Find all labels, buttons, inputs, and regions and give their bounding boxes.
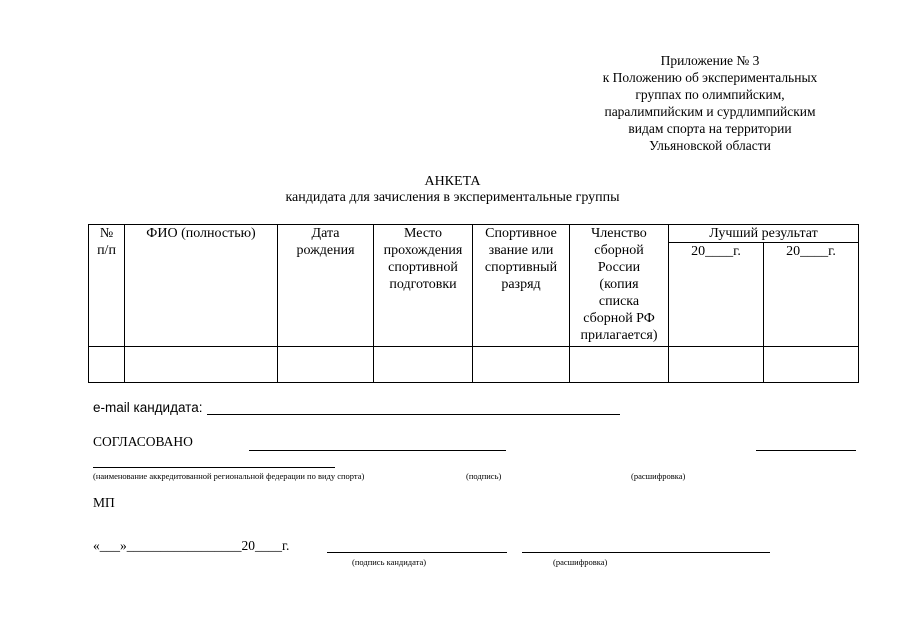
- header-num: № п/п: [89, 225, 125, 347]
- stamp-label: МП: [93, 495, 115, 510]
- candidate-signature-line[interactable]: [327, 552, 507, 553]
- table-cell[interactable]: [764, 347, 859, 383]
- table-cell[interactable]: [473, 347, 570, 383]
- header-place: Место прохождения спортивной подготовки: [374, 225, 473, 347]
- table-cell[interactable]: [374, 347, 473, 383]
- federation-name-line[interactable]: [93, 467, 335, 468]
- agreement-decode-line[interactable]: [756, 450, 856, 451]
- header-rank: Спортивное звание или спортивный разряд: [473, 225, 570, 347]
- header-fio: ФИО (полностью): [125, 225, 278, 347]
- table-cell[interactable]: [278, 347, 374, 383]
- agreement-signature-line[interactable]: [249, 450, 506, 451]
- table-cell[interactable]: [669, 347, 764, 383]
- candidate-table: [88, 224, 859, 383]
- appendix-line: группах по олимпийским,: [635, 87, 785, 102]
- federation-caption: (наименование аккредитованной региональной федерации по виду спорта): [93, 471, 365, 481]
- appendix-block: [560, 52, 860, 154]
- table-cell[interactable]: [89, 347, 125, 383]
- header-membership: Членство сборной России (копия списка сборной РФ прилагается): [570, 225, 669, 347]
- decode-caption: (расшифровка): [631, 471, 686, 481]
- table-cell[interactable]: [125, 347, 278, 383]
- appendix-line: Ульяновской области: [649, 138, 771, 153]
- candidate-decode-caption: (расшифровка): [553, 557, 608, 567]
- signature-caption: (подпись): [466, 471, 502, 481]
- header-birth: Дата рождения: [278, 225, 374, 347]
- header-best-result: Лучший результат: [669, 225, 859, 243]
- appendix-line: к Положению об экспериментальных: [602, 70, 818, 85]
- header-year-2: 20____г.: [764, 243, 859, 347]
- date-field[interactable]: «___»_________________20____г.: [93, 538, 290, 553]
- header-year-1: 20____г.: [669, 243, 764, 347]
- table-cell[interactable]: [570, 347, 669, 383]
- appendix-line: Приложение № 3: [660, 53, 760, 68]
- candidate-decode-line[interactable]: [522, 552, 770, 553]
- appendix-line: видам спорта на территории: [628, 121, 792, 136]
- form-subtitle: кандидата для зачисления в экспериментальные группы: [285, 190, 620, 205]
- agreed-label: СОГЛАСОВАНО: [93, 434, 193, 449]
- appendix-line: паралимпийским и сурдлимпийским: [604, 104, 816, 119]
- candidate-signature-caption: (подпись кандидата): [352, 557, 427, 567]
- email-field[interactable]: [207, 414, 620, 415]
- form-title: АНКЕТА: [424, 174, 481, 189]
- table-row: [89, 347, 859, 383]
- email-label: e-mail кандидата:: [93, 400, 203, 415]
